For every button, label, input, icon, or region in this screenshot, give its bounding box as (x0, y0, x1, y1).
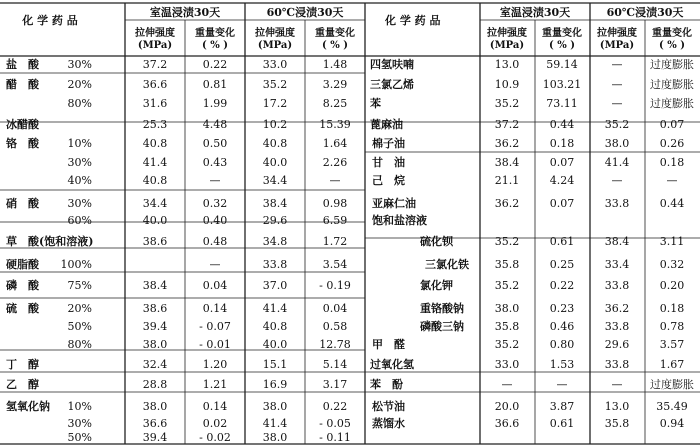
weight-label-7: 重量变化 (652, 28, 692, 39)
value: 0.80 (549, 338, 575, 351)
value: 38.0 (494, 302, 520, 315)
weight-label-5: 重量变化 (542, 28, 582, 39)
value: 过度膨胀 (650, 78, 694, 91)
value: 41.4 (262, 417, 288, 430)
value: 41.4 (604, 156, 630, 169)
value: 15.39 (319, 118, 351, 131)
value: 39.4 (142, 431, 168, 444)
value: 3.87 (549, 400, 575, 413)
value: 13.0 (604, 400, 630, 413)
chemical-name: 冰醋酸 (6, 118, 39, 131)
value: 38.6 (142, 302, 168, 315)
value: 0.58 (322, 320, 348, 333)
concentration: 75% (67, 279, 92, 292)
value: 35.8 (494, 320, 520, 333)
value: 40.0 (262, 156, 288, 169)
chemical-name: 棉子油 (372, 137, 405, 150)
weight-unit-7: ( % ) (659, 40, 685, 51)
value: 34.8 (262, 235, 288, 248)
value: 35.2 (262, 78, 288, 91)
value: 36.2 (604, 302, 630, 315)
value: 33.0 (494, 358, 520, 371)
chemical-name: 盐 酸 (6, 58, 39, 71)
value: 36.2 (494, 197, 520, 210)
value: 3.54 (322, 258, 348, 271)
value: 32.4 (142, 358, 168, 371)
value: 3.57 (659, 338, 685, 351)
value: 34.4 (262, 174, 288, 187)
value: — (209, 174, 221, 187)
value: 0.44 (549, 118, 575, 131)
value: — (611, 378, 623, 391)
chemical-name: 松节油 (372, 400, 405, 413)
chemical-name: 硫化钡 (420, 235, 453, 248)
value: 36.6 (142, 417, 168, 430)
value: 0.07 (659, 118, 685, 131)
value: 17.2 (262, 97, 288, 110)
value: 36.6 (494, 417, 520, 430)
value: 10.2 (262, 118, 288, 131)
value: 25.3 (142, 118, 168, 131)
value: 0.32 (202, 197, 228, 210)
value: 38.4 (494, 156, 520, 169)
value: 35.8 (604, 417, 630, 430)
value: 38.0 (604, 137, 630, 150)
value: 8.25 (322, 97, 348, 110)
value: 0.98 (322, 197, 348, 210)
value: — (329, 174, 341, 187)
value: 0.14 (202, 302, 228, 315)
value: 37.2 (494, 118, 520, 131)
value: 0.43 (202, 156, 228, 169)
value: — (611, 58, 623, 71)
value: 35.49 (656, 400, 688, 413)
value: 40.8 (142, 174, 168, 187)
value: 0.25 (549, 258, 575, 271)
chemical-name: 蒸馏水 (372, 417, 405, 430)
chemical-name: 重铬酸钠 (420, 302, 464, 315)
chemical-name: 三氯乙烯 (370, 78, 414, 91)
value: 1.72 (322, 235, 348, 248)
value: 0.46 (549, 320, 575, 333)
value: 3.17 (322, 378, 348, 391)
value: 38.0 (262, 400, 288, 413)
concentration: 30% (67, 197, 92, 210)
value: 35.2 (494, 279, 520, 292)
value: — (666, 174, 678, 187)
value: 37.0 (262, 279, 288, 292)
value: - 0.02 (199, 431, 231, 444)
value: 33.0 (262, 58, 288, 71)
chemical-name: 乙 醇 (6, 378, 39, 391)
value: 0.44 (659, 197, 685, 210)
value: — (556, 378, 568, 391)
concentration: 20% (67, 302, 92, 315)
concentration: 30% (67, 417, 92, 430)
value: 0.18 (659, 302, 685, 315)
chemical-name: 醋 酸 (6, 78, 39, 91)
value: 1.48 (322, 58, 348, 71)
value: - 0.05 (319, 417, 351, 430)
weight-unit-5: ( % ) (549, 40, 575, 51)
value: 0.81 (202, 78, 228, 91)
value: 35.2 (604, 118, 630, 131)
value: 33.4 (604, 258, 630, 271)
value: 13.0 (494, 58, 520, 71)
value: 73.11 (546, 97, 578, 110)
weight-unit-1: ( % ) (202, 40, 228, 51)
concentration: 20% (67, 78, 92, 91)
chemical-name: 氯化钾 (420, 279, 453, 292)
value: - 0.07 (199, 320, 231, 333)
chemical-name: 甘 油 (372, 156, 405, 169)
value: 36.6 (142, 78, 168, 91)
value: 40.0 (262, 338, 288, 351)
value: — (611, 97, 623, 110)
value: 38.6 (142, 235, 168, 248)
value: 38.0 (142, 338, 168, 351)
value: 40.8 (262, 320, 288, 333)
tensile-label-4: 拉伸强度 (487, 28, 527, 39)
value: 38.4 (604, 235, 630, 248)
value: 40.0 (142, 214, 168, 227)
concentration: 10% (67, 137, 92, 150)
value: 31.6 (142, 97, 168, 110)
value: - 0.11 (319, 431, 351, 444)
value: 5.14 (322, 358, 348, 371)
value: 0.18 (549, 137, 575, 150)
value: — (611, 174, 623, 187)
value: 41.4 (262, 302, 288, 315)
weight-label-3: 重量变化 (315, 28, 355, 39)
value: 35.2 (494, 235, 520, 248)
chemical-name: 过氧化氢 (370, 358, 414, 371)
weight-label-1: 重量变化 (195, 28, 235, 39)
value: 3.11 (659, 235, 685, 248)
value: 0.23 (549, 302, 575, 315)
value: 39.4 (142, 320, 168, 333)
chemical-name: 四氢呋喃 (370, 58, 414, 71)
header-chemicals: 化 学 药 品 (22, 14, 78, 27)
value: 0.61 (549, 417, 575, 430)
value: 0.94 (659, 417, 685, 430)
value: 1.64 (322, 137, 348, 150)
value: — (501, 378, 513, 391)
value: 0.07 (549, 197, 575, 210)
value: 0.14 (202, 400, 228, 413)
tensile-unit-6: (MPa) (599, 40, 635, 51)
value: 38.4 (262, 197, 288, 210)
value: 3.29 (322, 78, 348, 91)
value: 2.26 (322, 156, 348, 169)
concentration: 10% (67, 400, 92, 413)
value: 0.78 (659, 320, 685, 333)
tensile-unit-4: (MPa) (489, 40, 525, 51)
concentration: 100% (60, 258, 92, 271)
value: 4.48 (202, 118, 228, 131)
value: 0.04 (202, 279, 228, 292)
value: 15.1 (262, 358, 288, 371)
chemical-name: 氢氧化钠 (6, 400, 50, 413)
value: 0.04 (322, 302, 348, 315)
value: 0.20 (659, 279, 685, 292)
value: 38.4 (142, 279, 168, 292)
value: 0.22 (549, 279, 575, 292)
chemical-name: 甲 醛 (372, 338, 405, 351)
chemical-name: 硫 酸 (6, 302, 39, 315)
value: 33.8 (262, 258, 288, 271)
value: 1.99 (202, 97, 228, 110)
value: 0.48 (202, 235, 228, 248)
concentration: 80% (67, 97, 92, 110)
table-cells (5, 5, 694, 444)
tensile-label-2: 拉伸强度 (255, 28, 295, 39)
value: 过度膨胀 (650, 58, 694, 71)
concentration: 60% (67, 214, 92, 227)
concentration: 40% (67, 174, 92, 187)
group-room-temp: 室温浸渍30天 (149, 6, 221, 19)
value: 10.9 (494, 78, 520, 91)
value: 6.59 (322, 214, 348, 227)
group-60c-right: 60℃浸渍30天 (606, 6, 684, 19)
value: 过度膨胀 (650, 97, 694, 110)
value: 0.18 (659, 156, 685, 169)
value: 34.4 (142, 197, 168, 210)
value: 1.67 (659, 358, 685, 371)
tensile-unit-2: (MPa) (257, 40, 293, 51)
value: 0.22 (322, 400, 348, 413)
concentration: 80% (67, 338, 92, 351)
value: 29.6 (604, 338, 630, 351)
value: 40.8 (262, 137, 288, 150)
chemical-name: 苯 酚 (370, 378, 403, 391)
value: 0.61 (549, 235, 575, 248)
value: 21.1 (494, 174, 520, 187)
value: 33.8 (604, 320, 630, 333)
tensile-label-0: 拉伸强度 (135, 28, 175, 39)
value: 0.22 (202, 58, 228, 71)
value: 0.32 (659, 258, 685, 271)
value: 1.20 (202, 358, 228, 371)
value: 33.8 (604, 197, 630, 210)
value: 1.21 (202, 378, 228, 391)
value: 35.8 (494, 258, 520, 271)
value: 33.8 (604, 358, 630, 371)
value: 36.2 (494, 137, 520, 150)
value: — (611, 78, 623, 91)
chemical-name: 三氯化铁 (425, 258, 469, 271)
chemical-name: 丁 醇 (6, 358, 39, 371)
chemical-name: 亚麻仁油 (372, 197, 416, 210)
chemical-name: 硝 酸 (6, 197, 39, 210)
concentration: 30% (67, 58, 92, 71)
table-rules (0, 3, 700, 444)
value: 20.0 (494, 400, 520, 413)
value: 12.78 (319, 338, 351, 351)
weight-unit-3: ( % ) (322, 40, 348, 51)
value: - 0.19 (319, 279, 351, 292)
group-room-temp-right: 室温浸渍30天 (499, 6, 571, 19)
chemical-name: 磷酸三钠 (420, 320, 464, 333)
concentration: 30% (67, 156, 92, 169)
header-chemicals-right: 化 学 药 品 (385, 14, 441, 27)
value: 103.21 (542, 78, 582, 91)
chemical-name: 磷 酸 (6, 279, 39, 292)
chemical-name: 铬 酸 (6, 137, 39, 150)
value: 4.24 (549, 174, 575, 187)
chemical-name: 己 烷 (372, 174, 405, 187)
chemical-name: 硬脂酸 (6, 258, 39, 271)
chemical-name: 蓖麻油 (370, 118, 403, 131)
value: 16.9 (262, 378, 288, 391)
value: 29.6 (262, 214, 288, 227)
value: — (209, 258, 221, 271)
group-60c: 60℃浸渍30天 (266, 6, 344, 19)
value: 59.14 (546, 58, 578, 71)
tensile-unit-0: (MPa) (137, 40, 173, 51)
tensile-label-6: 拉伸强度 (597, 28, 637, 39)
value: 0.07 (549, 156, 575, 169)
value: 1.53 (549, 358, 575, 371)
chemical-name: 草 酸(饱和溶液) (6, 235, 94, 248)
value: 33.8 (604, 279, 630, 292)
chemical-name: 饱和盐溶液 (372, 214, 427, 227)
concentration: 50% (67, 431, 92, 444)
value: 38.0 (142, 400, 168, 413)
value: 35.2 (494, 338, 520, 351)
value: 35.2 (494, 97, 520, 110)
value: - 0.01 (199, 338, 231, 351)
value: 0.02 (202, 417, 228, 430)
value: 0.26 (659, 137, 685, 150)
value: 41.4 (142, 156, 168, 169)
value: 37.2 (142, 58, 168, 71)
value: 过度膨胀 (650, 378, 694, 391)
value: 28.8 (142, 378, 168, 391)
chemical-name: 苯 (370, 97, 381, 110)
value: 0.50 (202, 137, 228, 150)
concentration: 50% (67, 320, 92, 333)
value: 38.0 (262, 431, 288, 444)
value: 0.40 (202, 214, 228, 227)
value: 40.8 (142, 137, 168, 150)
